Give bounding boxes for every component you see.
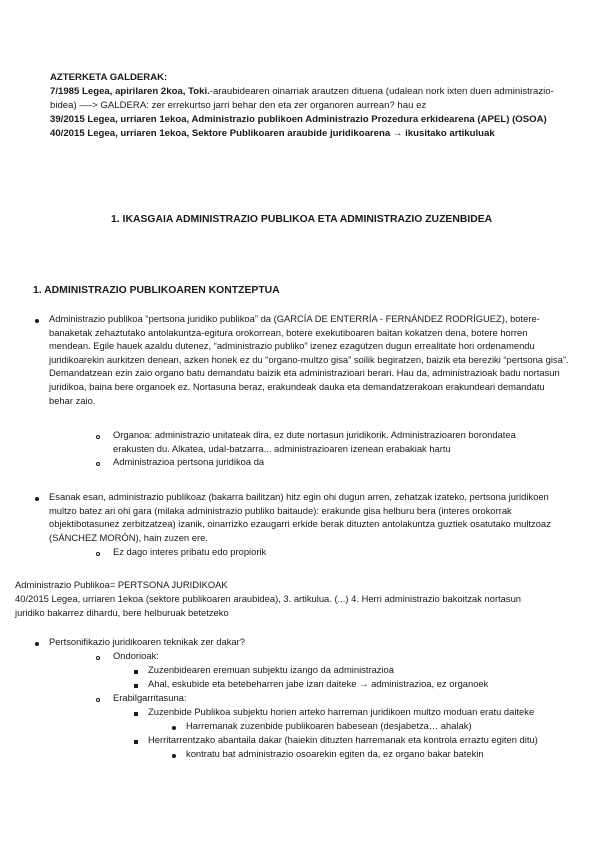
bullet-dot-icon <box>35 497 39 501</box>
bullet-administrazio-publikoa: Administrazio publikoa “pertsona juridiko publikoa” da (GARCÍA DE ENTERRÍA - FERNÁNDEZ RODRÍGUEZ), botere-banaketak zehaztutako antolakuntza-egitura orokorrean, botere exekutiboaren baitan kokatzen dena, botere horren mendean. Egile hauek azaldu dutenez, “administrazio publiko” izenez ezagutzen dugun errealitate hori ordenamendu juridikoarekin aurkitzen denean, azken honek ez du “organo-multzo gisa” soilik begiratzen, baizik eta bereziki “pertsona gisa”. Demandatzean ezin zaio organo batu demandatu baizik eta administrazioari berari. Hau da, administrazioak badu nortasun juridikoa, baina bere organoek ez. Nortasuna beraz, erakundeak dauka eta demandatzerakoan erakundeari demandatu behar zaio. <box>49 313 569 406</box>
erabil-zuzenbide-publikoa: Zuzenbide Publikoa subjektu horien arteko harreman juridikoen multzo moduan eratu daiteke <box>148 706 535 717</box>
bullet-circle-icon <box>96 435 100 439</box>
bullet-dot-icon <box>172 726 176 730</box>
bullet-pertsonifikazio: Pertsonifikazio juridikoaren teknikak zer dakar? <box>49 636 245 647</box>
bullet-circle-icon <box>96 656 100 660</box>
bullet-square-icon <box>134 740 138 744</box>
bullet-circle-icon <box>96 552 100 556</box>
bullet-circle-icon <box>96 462 100 466</box>
sub-bullet-administrazioa: Administrazioa pertsona juridikoa da <box>113 456 265 467</box>
erabil-kontratu: kontratu bat administrazio osoarekin egiten da, ez organo bakar batekin <box>186 748 484 759</box>
law-39-2015: 39/2015 Legea, urriaren 1ekoa, Administrazio publikoen Administrazio Prozedura erkidearena (APEL) (OSOA) <box>50 114 547 125</box>
bullet-square-icon <box>134 712 138 716</box>
sub-bullet-organoa: Organoa: administrazio unitateak dira, ez dute nortasun juridikorik. Administrazioaren borondatea erakusten du. Alkatea, udal-batzarra... administrazioaren izenean erabakiak hartu <box>113 429 516 454</box>
law-40-2015: 40/2015 Legea, urriaren 1ekoa, Sektore Publikoaren araubide juridikoarena → ikusitako artikuluak <box>50 128 495 139</box>
ondorio-ahal: Ahal, eskubide eta betebeharren jabe izan daiteke → administrazioa, ez organoek <box>148 678 489 689</box>
sub-bullet-interes: Ez dago interes pribatu edo propiorik <box>113 546 267 557</box>
law-7-1985 <box>50 85 555 113</box>
bullet-dot-icon <box>35 319 39 323</box>
plain-line-pertsona-juridikoak: Administrazio Publikoa= PERTSONA JURIDIKOAK <box>15 579 228 590</box>
erabil-herritarrentzako: Herritarrentzako abantaila dakar (haiekin dituzten harremanak eta kontrola erraztu egiten ditu) <box>148 734 538 745</box>
lesson-title: 1. IKASGAIA ADMINISTRAZIO PUBLIKOA ETA ADMINISTRAZIO ZUZENBIDEA <box>111 214 493 225</box>
ondorio-subjektu: Zuzenbidearen eremuan subjektu izango da administrazioa <box>148 664 394 675</box>
section-heading: 1. ADMINISTRAZIO PUBLIKOAREN KONTZEPTUA <box>33 285 280 296</box>
bullet-square-icon <box>134 684 138 688</box>
sub-bullet-ondorioak: Ondorioak: <box>113 650 159 661</box>
bullet-circle-icon <box>96 698 100 702</box>
exam-questions-block <box>50 71 555 141</box>
plain-line-40-2015: 40/2015 Legea, urriaren 1ekoa (sektore publikoaren araubidea), 3. artikulua. (...) 4. Herri administrazio bakoitzak nortasun juridiko bakarrez dihardu, bere helburuak betetzeko <box>15 593 522 618</box>
law-7-1985-rest: -araubidearen oinarriak arautzen dituena (udalean nork ixten duen administrazio-bidea) —-> GALDERA: zer errekurtso jarri behar den eta zer organoren aurrean? hau ez <box>50 86 554 111</box>
exam-heading: AZTERKETA GALDERAK: <box>50 72 168 83</box>
law-7-1985-bold: 7/1985 Legea, apirilaren 2koa, Toki. <box>50 86 210 97</box>
bullet-square-icon <box>134 670 138 674</box>
bullet-dot-icon <box>172 754 176 758</box>
bullet-dot-icon <box>35 642 39 646</box>
erabil-harremanak: Harremanak zuzenbide publikoaren babesean (desjabetza… ahalak) <box>186 720 472 731</box>
bullet-esanak-esan: Esanak esan, administrazio publikoaz (bakarra bailitzan) hitz egin ohi dugun arren, zehatzak izateko, pertsona juridikoen multzo batez ari ohi gara (milaka administrazio publiko baitaude): erakunde gisa helburu bera (interes orokorrak objektibotasunez zerbitzatzea) izanik, oinarrizko ezaugarri erkide berak dituzten antolakuntza guztiek osatutako multzoaz (SÁNCHEZ MORÓN), hain zuzen ere. <box>49 491 551 543</box>
sub-bullet-erabilgarritasuna: Erabilgarritasuna: <box>113 692 187 703</box>
